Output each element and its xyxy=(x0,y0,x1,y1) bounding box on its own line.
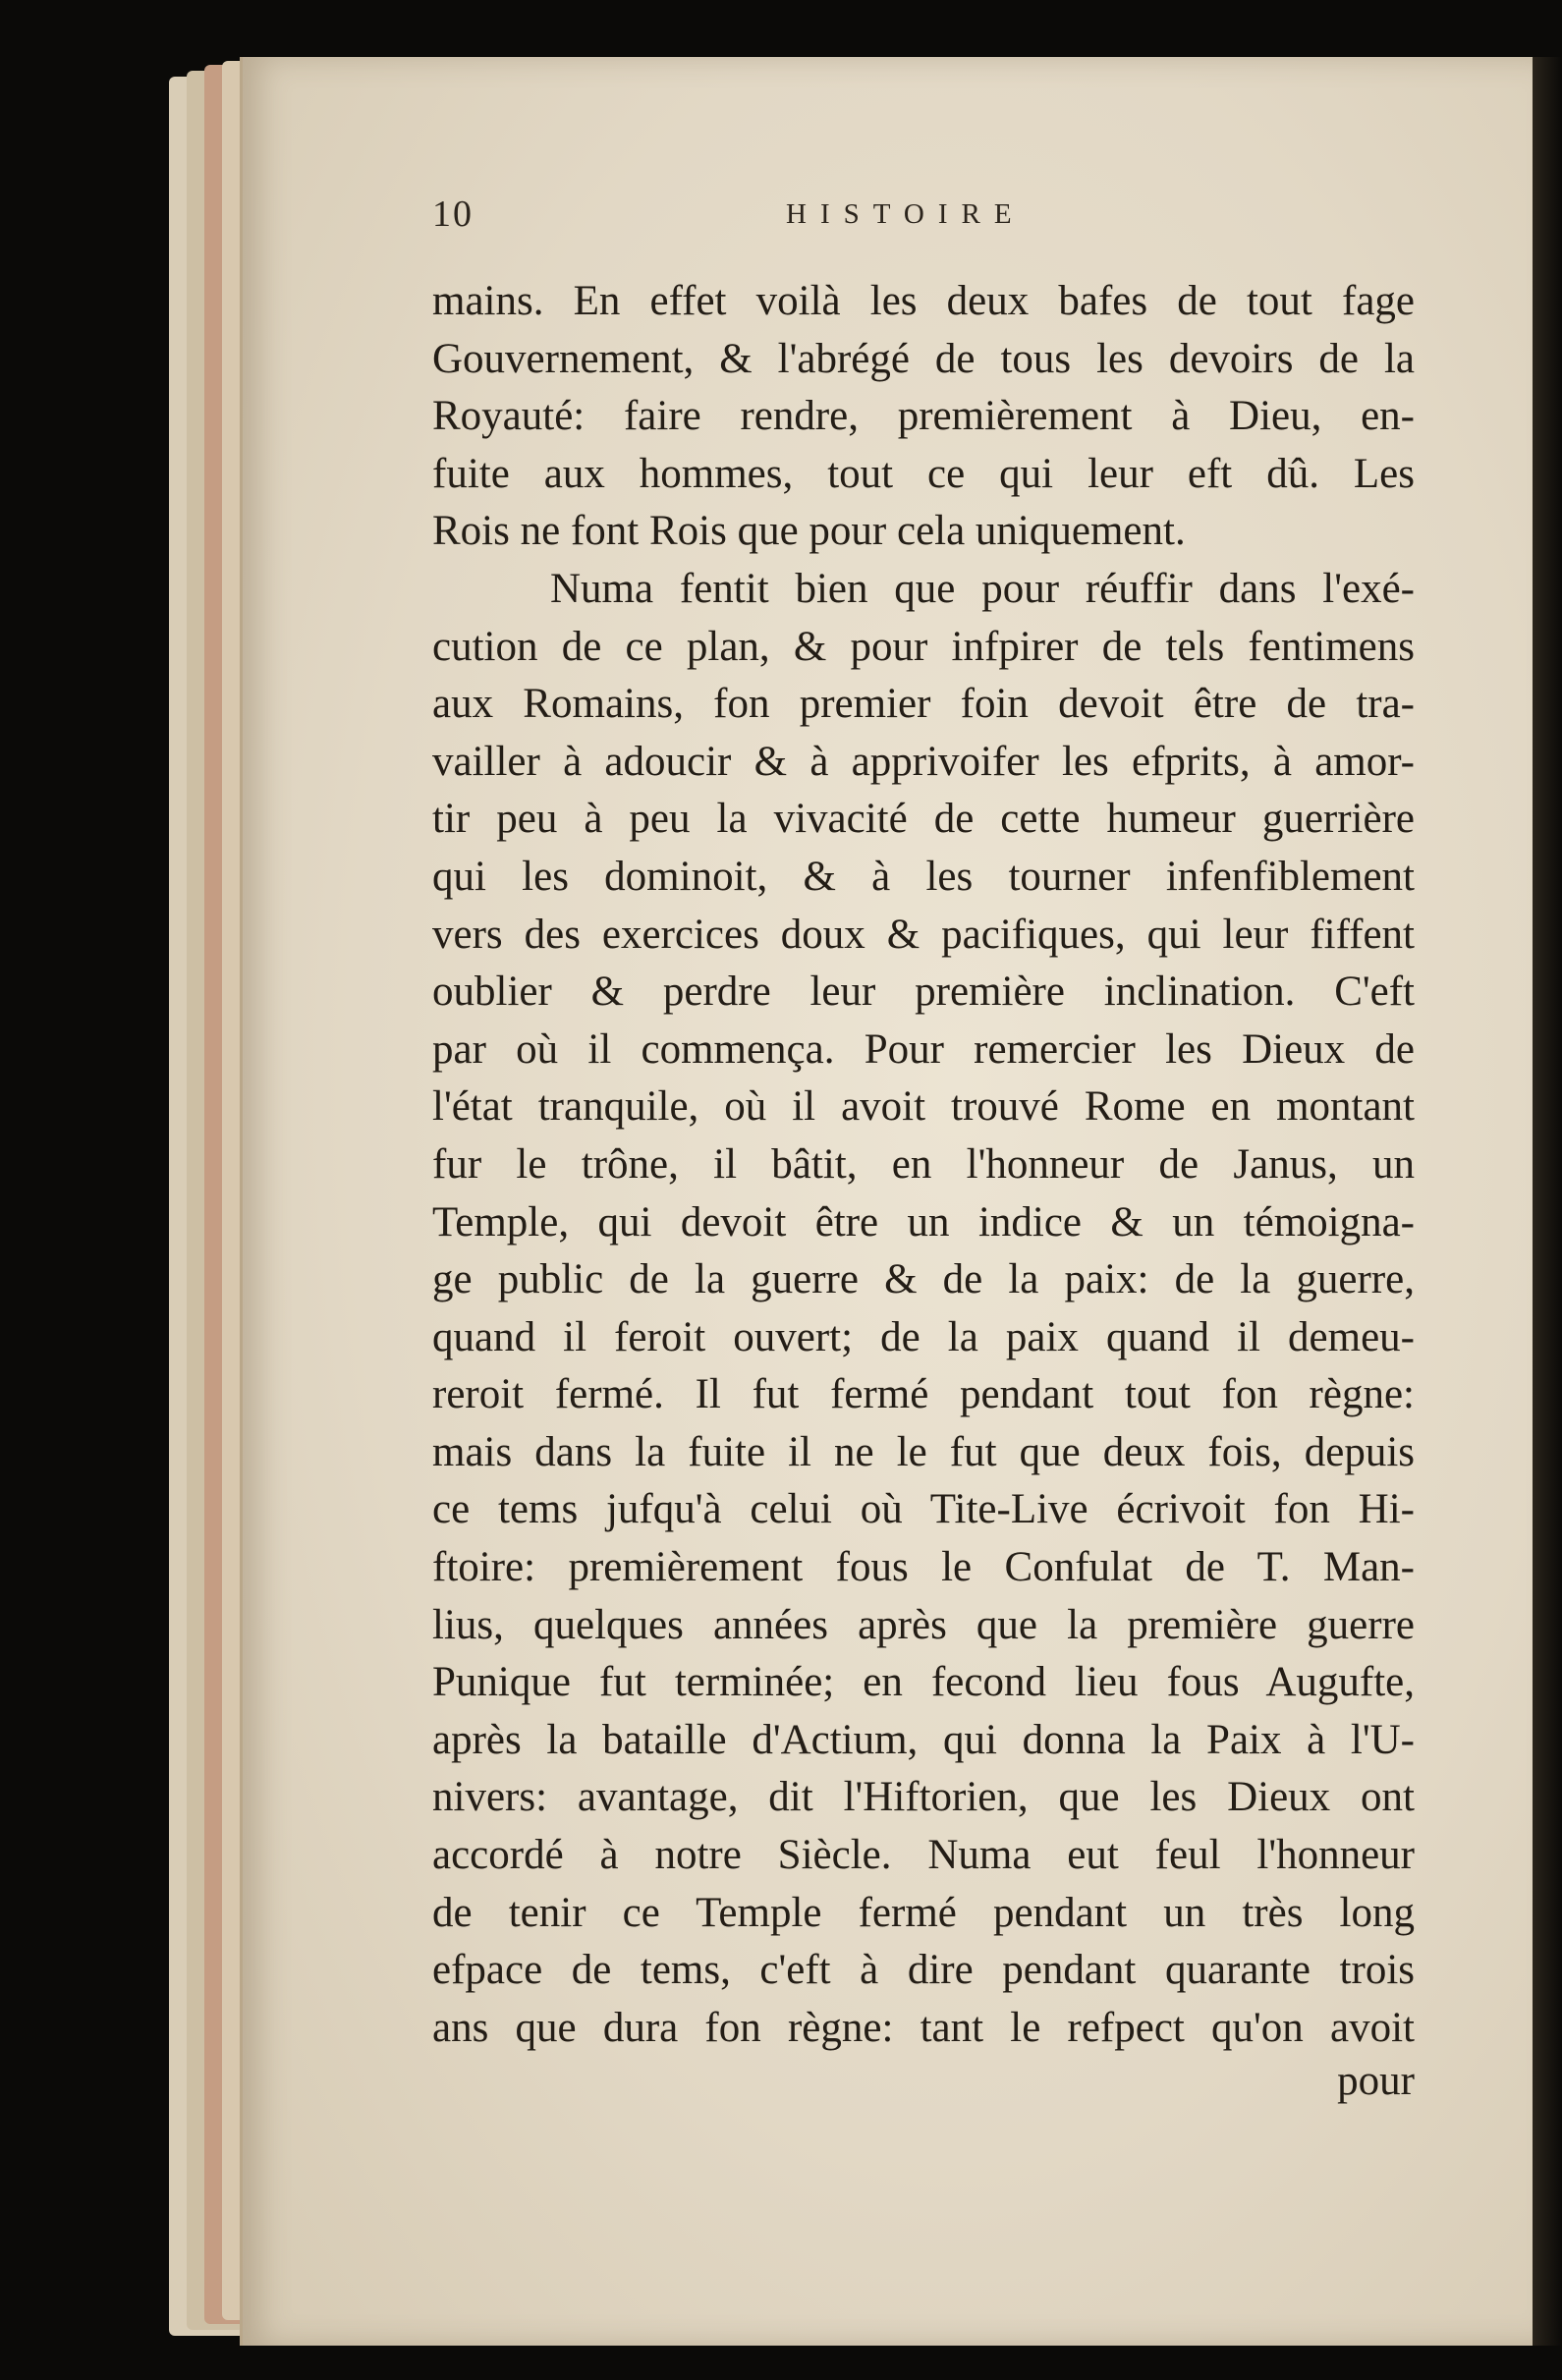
text-line: Royauté: faire rendre, premièrement à Dieu, en- xyxy=(432,393,1415,440)
text-line: vailler à adoucir & à apprivoifer les efprits, à amor- xyxy=(432,738,1415,785)
text-line: accordé à notre Siècle. Numa eut feul l'honneur xyxy=(432,1832,1415,1879)
text-line: lius, quelques années après que la première guerre xyxy=(432,1601,1415,1648)
text-line: Gouvernement, & l'abrégé de tous les devoirs de la xyxy=(432,335,1415,382)
text-line: vers des exercices doux & pacifiques, qui leur fiffent xyxy=(432,911,1415,958)
text-line: ce tems jufqu'à celui où Tite-Live écrivoit fon Hi- xyxy=(432,1486,1415,1533)
text-line: fuite aux hommes, tout ce qui leur eft dû. Les xyxy=(432,450,1415,497)
text-line: Rois ne font Rois que pour cela uniquement. xyxy=(432,508,1186,555)
text-line: ftoire: premièrement fous le Confulat de T. Man- xyxy=(432,1544,1415,1591)
text-line: ge public de la guerre & de la paix: de la guerre, xyxy=(432,1256,1415,1303)
text-line: mais dans la fuite il ne le fut que deux fois, depuis xyxy=(432,1428,1415,1475)
binding-gutter xyxy=(1533,57,1562,2346)
text-line: l'état tranquile, où il avoit trouvé Rome en montant xyxy=(432,1083,1415,1131)
text-line: cution de ce plan, & pour infpirer de tels fentimens xyxy=(432,623,1415,670)
text-line: fur le trône, il bâtit, en l'honneur de Janus, un xyxy=(432,1140,1415,1188)
text-line: Punique fut terminée; en fecond lieu fous Augufte, xyxy=(432,1659,1415,1706)
running-head xyxy=(432,193,1415,242)
text-line: efpace de tems, c'eft à dire pendant quarante trois xyxy=(432,1947,1415,1994)
body-text xyxy=(432,273,1415,2057)
catchword: pour xyxy=(1337,2058,1415,2104)
text-line: après la bataille d'Actium, qui donna la Paix à l'U- xyxy=(432,1716,1415,1763)
text-line: oublier & perdre leur première inclination. C'eft xyxy=(432,969,1415,1016)
text-line: de tenir ce Temple fermé pendant un très long xyxy=(432,1889,1415,1936)
text-line: quand il feroit ouvert; de la paix quand il demeu- xyxy=(432,1313,1415,1360)
text-line: par où il commença. Pour remercier les Dieux de xyxy=(432,1025,1415,1073)
running-title: HISTOIRE xyxy=(786,198,1026,230)
text-line: Temple, qui devoit être un indice & un témoigna- xyxy=(432,1198,1415,1245)
text-line: ans que dura fon règne: tant le refpect qu'on avoit xyxy=(432,2004,1415,2051)
text-line: reroit fermé. Il fut fermé pendant tout fon règne: xyxy=(432,1371,1415,1418)
page-number: 10 xyxy=(432,194,474,235)
text-line: aux Romains, fon premier foin devoit être de tra- xyxy=(432,681,1415,728)
text-line: mains. En effet voilà les deux bafes de tout fage xyxy=(432,278,1415,324)
text-line: tir peu à peu la vivacité de cette humeur guerrière xyxy=(432,796,1415,843)
text-line: Numa fentit bien que pour réuffir dans l'exé- xyxy=(550,565,1415,612)
text-line: nivers: avantage, dit l'Hiftorien, que les Dieux ont xyxy=(432,1774,1415,1821)
text-line: qui les dominoit, & à les tourner infenfiblement xyxy=(432,853,1415,900)
